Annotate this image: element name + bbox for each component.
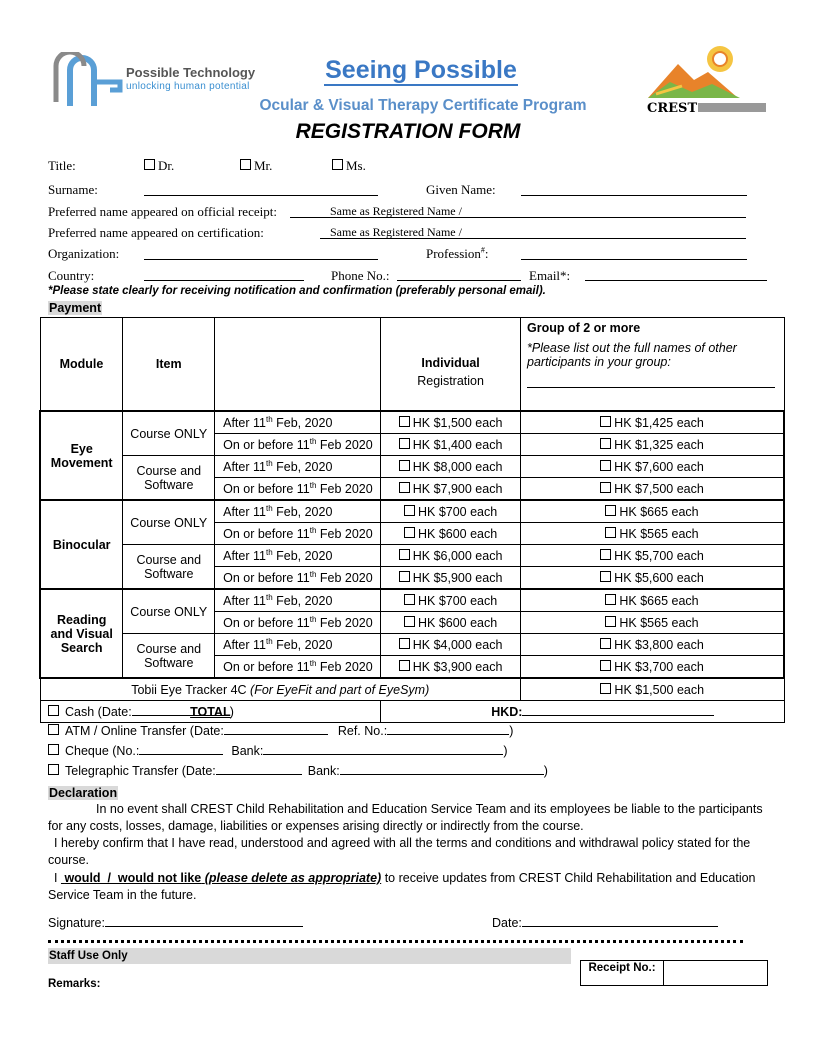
item-name: Course ONLY <box>123 589 215 634</box>
table-row <box>40 589 784 612</box>
date-cell: On or before 11th Feb 2020 <box>215 656 381 679</box>
email-label: Email*: <box>529 268 571 283</box>
form-title: REGISTRATION FORM <box>295 120 521 143</box>
given-name-label: Given Name: <box>426 182 496 197</box>
price-option[interactable]: HK $700 each <box>381 500 521 523</box>
tt-bank-field[interactable] <box>340 774 544 775</box>
date-cell: After 11th Feb, 2020 <box>215 589 381 612</box>
price-option[interactable]: HK $1,400 each <box>381 434 521 456</box>
staff-use-heading: Staff Use Only <box>48 948 571 964</box>
module-header: Module <box>40 318 123 412</box>
date-cell: On or before 11th Feb 2020 <box>215 434 381 456</box>
price-option[interactable]: HK $565 each <box>521 523 785 545</box>
date-field[interactable] <box>522 926 718 927</box>
country-field[interactable] <box>144 280 304 281</box>
signature-field[interactable] <box>105 926 303 927</box>
atm-date-field[interactable] <box>224 734 328 735</box>
method-cash[interactable]: Cash (Date: ) <box>48 705 234 719</box>
module-name: Binocular <box>40 500 123 589</box>
price-option[interactable]: HK $600 each <box>381 612 521 634</box>
checkbox-icon[interactable] <box>404 594 415 605</box>
remarks-label: Remarks: <box>48 978 101 990</box>
price-option[interactable]: HK $7,900 each <box>381 478 521 501</box>
country-label: Country: <box>48 268 95 283</box>
program-subtitle: Ocular & Visual Therapy Certificate Program <box>259 97 587 114</box>
date-cell: After 11th Feb, 2020 <box>215 634 381 656</box>
title-option-ms[interactable]: Ms. <box>332 158 366 174</box>
program-title: Seeing Possible <box>325 56 517 84</box>
cert-name-value: Same as Registered Name / <box>330 225 462 239</box>
receipt-no-field[interactable] <box>665 961 767 985</box>
payment-table <box>39 317 785 723</box>
method-cheque[interactable]: Cheque (No.: Bank: ) <box>48 744 508 758</box>
price-option[interactable]: HK $600 each <box>381 523 521 545</box>
table-row <box>40 545 784 567</box>
table-row <box>40 634 784 656</box>
method-telegraphic[interactable]: Telegraphic Transfer (Date: Bank: ) <box>48 764 548 778</box>
price-option[interactable]: HK $6,000 each <box>381 545 521 567</box>
checkbox-icon[interactable] <box>399 660 410 671</box>
table-header-row <box>40 318 784 412</box>
price-option[interactable]: HK $5,700 each <box>521 545 785 567</box>
price-option[interactable]: HK $3,700 each <box>521 656 785 679</box>
email-note: *Please state clearly for receiving notification and confirmation (preferably personal email). <box>48 285 546 297</box>
checkbox-icon[interactable] <box>605 594 616 605</box>
checkbox-icon[interactable] <box>399 638 410 649</box>
price-option[interactable]: HK $4,000 each <box>381 634 521 656</box>
date-cell: On or before 11th Feb 2020 <box>215 612 381 634</box>
checkbox-icon[interactable] <box>600 438 611 449</box>
checkbox-icon[interactable] <box>600 549 611 560</box>
method-atm[interactable]: ATM / Online Transfer (Date: Ref. No.: ) <box>48 724 513 738</box>
date-cell: On or before 11th Feb 2020 <box>215 567 381 590</box>
price-option[interactable]: HK $5,600 each <box>521 567 785 590</box>
individual-header: Individual Registration <box>381 318 521 412</box>
profession-label: Profession#: <box>426 245 489 261</box>
total-amount-field[interactable] <box>522 715 714 716</box>
separator-dots <box>48 940 743 943</box>
price-option[interactable]: HK $3,800 each <box>521 634 785 656</box>
updates-choice[interactable]: would / would not like (please delete as appropriate) <box>64 871 382 885</box>
crest-logo <box>642 42 772 118</box>
checkbox-icon[interactable] <box>605 616 616 627</box>
company-name: Possible Technology <box>126 65 256 80</box>
total-label: TOTAL <box>40 701 381 723</box>
checkbox-icon[interactable] <box>600 571 611 582</box>
signature-row: Signature: <box>48 916 303 930</box>
email-field[interactable] <box>585 280 767 281</box>
price-option[interactable]: HK $7,600 each <box>521 456 785 478</box>
checkbox-icon[interactable] <box>600 660 611 671</box>
date-cell: On or before 11th Feb 2020 <box>215 523 381 545</box>
checkbox-icon[interactable] <box>600 683 611 694</box>
checkbox-icon[interactable] <box>600 416 611 427</box>
table-row <box>40 456 784 478</box>
date-cell: After 11th Feb, 2020 <box>215 545 381 567</box>
surname-field[interactable] <box>144 195 378 196</box>
checkbox-icon[interactable] <box>399 438 410 449</box>
cert-name-label: Preferred name appeared on certification: <box>48 225 264 240</box>
checkbox-icon[interactable] <box>404 505 415 516</box>
cheque-bank-field[interactable] <box>263 754 503 755</box>
checkbox-icon[interactable] <box>48 724 59 735</box>
tt-date-field[interactable] <box>216 774 302 775</box>
title-option-mr[interactable]: Mr. <box>240 158 272 174</box>
date-cell: On or before 11th Feb 2020 <box>215 478 381 501</box>
price-option[interactable]: HK $1,325 each <box>521 434 785 456</box>
date-cell: After 11th Feb, 2020 <box>215 411 381 434</box>
price-option[interactable]: HK $665 each <box>521 589 785 612</box>
phone-field[interactable] <box>397 280 521 281</box>
group-names-field[interactable] <box>527 387 775 388</box>
cash-date-field[interactable] <box>132 715 230 716</box>
table-row <box>40 500 784 523</box>
checkbox-icon[interactable] <box>600 460 611 471</box>
group-header: Group of 2 or more *Please list out the full names of other participants in your group: <box>521 318 785 412</box>
declaration-heading: Declaration <box>49 786 118 800</box>
price-option[interactable]: HK $1,500 each <box>521 678 785 701</box>
cheque-no-field[interactable] <box>139 754 223 755</box>
checkbox-icon[interactable] <box>600 638 611 649</box>
atm-ref-field[interactable] <box>387 734 509 735</box>
price-option[interactable]: HK $1,425 each <box>521 411 785 434</box>
declaration-updates: I would / would not like (please delete as appropriate) to receive updates from CREST Child Rehabilitation and Education Service Team in the future. <box>48 871 756 902</box>
phone-label: Phone No.: <box>331 268 390 283</box>
company-tagline: unlocking human potential <box>126 81 250 92</box>
item-header: Item <box>123 318 215 412</box>
surname-label: Surname: <box>48 182 98 197</box>
price-option[interactable]: HK $700 each <box>381 589 521 612</box>
item-name: Course and Software <box>123 456 215 501</box>
date-cell: After 11th Feb, 2020 <box>215 456 381 478</box>
checkbox-icon[interactable] <box>144 159 155 170</box>
declaration-confirm: I hereby confirm that I have read, understood and agreed with all the terms and conditions and withdrawal policy stated for the course. <box>48 836 751 867</box>
checkbox-icon[interactable] <box>399 460 410 471</box>
price-option[interactable]: HK $1,500 each <box>381 411 521 434</box>
given-name-field[interactable] <box>521 195 747 196</box>
organization-field[interactable] <box>144 259 378 260</box>
tobii-label: Tobii Eye Tracker 4C (For EyeFit and part of EyeSym) <box>40 678 521 701</box>
price-option[interactable]: HK $665 each <box>521 500 785 523</box>
checkbox-icon[interactable] <box>399 571 410 582</box>
receipt-box <box>580 960 768 986</box>
title-label: Title: <box>48 158 76 173</box>
crest-logo-text: CREST <box>647 101 698 116</box>
date-header <box>215 318 381 412</box>
price-option[interactable]: HK $565 each <box>521 612 785 634</box>
date-cell: After 11th Feb, 2020 <box>215 500 381 523</box>
title-option-dr[interactable]: Dr. <box>144 158 174 174</box>
tobii-row <box>40 678 784 701</box>
profession-field[interactable] <box>521 259 747 260</box>
price-option[interactable]: HK $3,900 each <box>381 656 521 679</box>
checkbox-icon[interactable] <box>404 527 415 538</box>
checkbox-icon[interactable] <box>399 482 410 493</box>
checkbox-icon[interactable] <box>48 764 59 775</box>
receipt-name-label: Preferred name appeared on official receipt: <box>48 204 277 219</box>
price-option[interactable]: HK $7,500 each <box>521 478 785 501</box>
checkbox-icon[interactable] <box>605 505 616 516</box>
checkbox-icon[interactable] <box>605 527 616 538</box>
module-name: Reading and Visual Search <box>40 589 123 678</box>
checkbox-icon[interactable] <box>404 616 415 627</box>
item-name: Course ONLY <box>123 500 215 545</box>
total-hkd[interactable]: HKD: <box>381 701 784 723</box>
item-name: Course and Software <box>123 545 215 590</box>
module-name: Eye Movement <box>40 411 123 500</box>
item-name: Course ONLY <box>123 411 215 456</box>
receipt-name-value: Same as Registered Name / <box>330 204 462 218</box>
item-name: Course and Software <box>123 634 215 679</box>
checkbox-icon[interactable] <box>48 744 59 755</box>
receipt-no-label: Receipt No.: <box>581 961 664 985</box>
organization-label: Organization: <box>48 246 120 261</box>
price-option[interactable]: HK $5,900 each <box>381 567 521 590</box>
checkbox-icon[interactable] <box>240 159 251 170</box>
checkbox-icon[interactable] <box>600 482 611 493</box>
checkbox-icon[interactable] <box>399 416 410 427</box>
price-option[interactable]: HK $8,000 each <box>381 456 521 478</box>
checkbox-icon[interactable] <box>332 159 343 170</box>
checkbox-icon[interactable] <box>48 705 59 716</box>
checkbox-icon[interactable] <box>399 549 410 560</box>
declaration-liability: In no event shall CREST Child Rehabilitation and Education Service Team and its employees be liable to the participants for any costs, losses, damage, liabilities or expenses arising directly or indirectly from the course. <box>48 802 763 833</box>
payment-heading: Payment <box>49 301 102 315</box>
date-row: Date: <box>492 916 718 930</box>
table-row <box>40 411 784 434</box>
